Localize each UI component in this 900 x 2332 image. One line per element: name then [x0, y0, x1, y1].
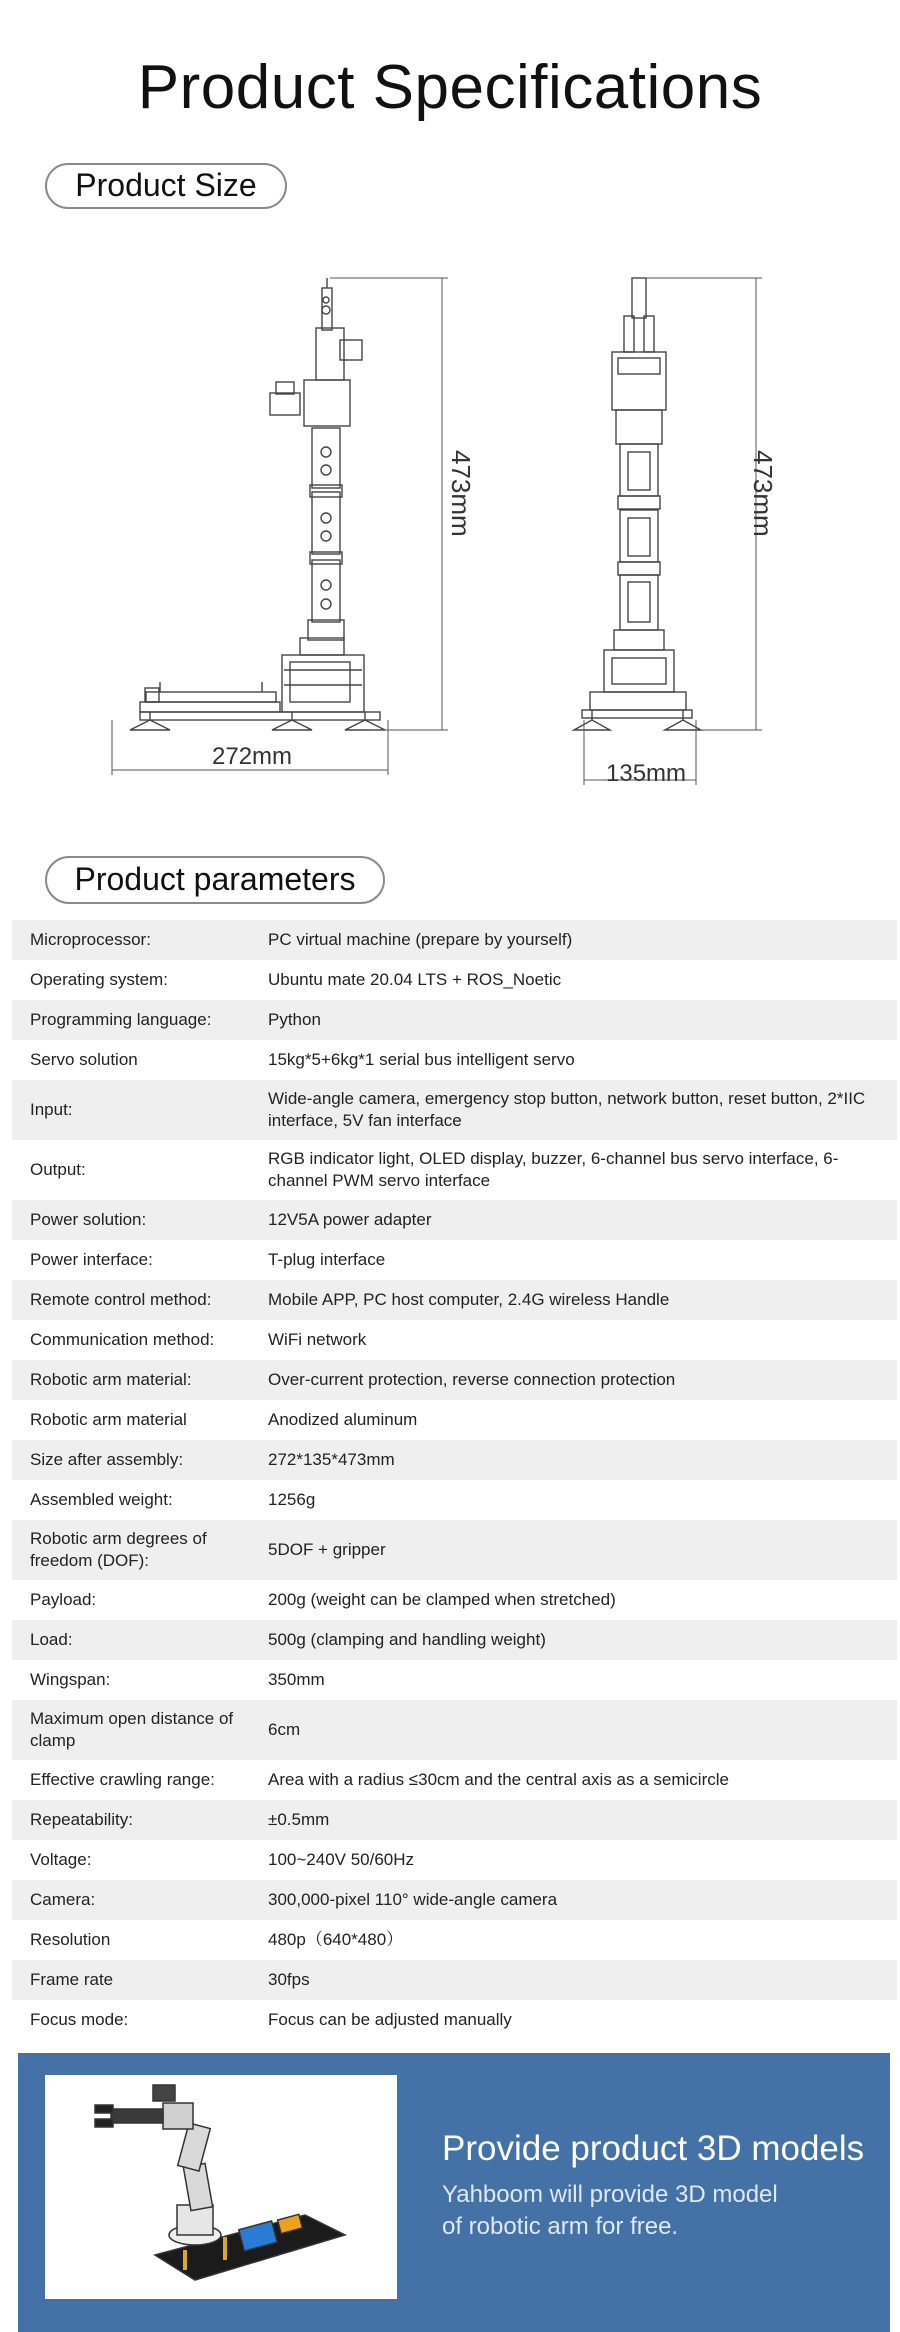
spec-value: Ubuntu mate 20.04 LTS + ROS_Noetic — [268, 970, 562, 989]
spec-value: RGB indicator light, OLED display, buzzer, 6-channel bus servo interface, 6-channel PWM servo interface — [268, 1149, 839, 1190]
spec-row — [12, 1880, 897, 1920]
product-size-heading: Product Size — [45, 163, 287, 209]
product-size-drawing — [0, 230, 900, 810]
spec-label: Communication method: — [30, 1330, 215, 1349]
spec-row — [12, 1840, 897, 1880]
spec-label: Power interface: — [30, 1250, 153, 1269]
spec-value: 300,000-pixel 110° wide-angle camera — [268, 1890, 558, 1909]
spec-row — [12, 1360, 897, 1400]
spec-label: Power solution: — [30, 1210, 147, 1229]
spec-label: Size after assembly: — [30, 1450, 184, 1469]
spec-value: 6cm — [268, 1720, 301, 1739]
spec-value: 5DOF + gripper — [268, 1540, 386, 1559]
robotic-arm-illustration — [45, 2075, 397, 2299]
spec-table — [12, 920, 897, 2040]
spec-label: Effective crawling range: — [30, 1770, 215, 1789]
spec-label: Maximum open distance of clamp — [30, 1709, 234, 1750]
spec-label: Remote control method: — [30, 1290, 212, 1309]
spec-row — [12, 2000, 897, 2040]
spec-label: Robotic arm material — [30, 1410, 187, 1429]
front-view-drawing — [574, 278, 701, 730]
spec-row — [12, 920, 897, 960]
spec-row — [12, 1760, 897, 1800]
spec-label: Load: — [30, 1630, 73, 1649]
spec-row — [12, 1920, 897, 1960]
spec-value: PC virtual machine (prepare by yourself) — [268, 930, 573, 949]
spec-label: Voltage: — [30, 1850, 92, 1869]
spec-label: Wingspan: — [30, 1670, 111, 1689]
spec-value: 12V5A power adapter — [268, 1210, 432, 1229]
spec-label: Assembled weight: — [30, 1490, 173, 1509]
spec-value: 100~240V 50/60Hz — [268, 1850, 415, 1869]
spec-value: Mobile APP, PC host computer, 2.4G wireless Handle — [268, 1290, 670, 1309]
spec-row — [12, 1700, 897, 1760]
spec-row — [12, 1620, 897, 1660]
page-title: Product Specifications — [137, 53, 763, 122]
spec-label: Robotic arm material: — [30, 1370, 192, 1389]
spec-row — [12, 1000, 897, 1040]
spec-label: Repeatability: — [30, 1810, 134, 1829]
spec-row — [12, 1520, 897, 1580]
side-view-width: 272mm — [212, 743, 293, 770]
spec-label: Output: — [30, 1160, 86, 1179]
spec-value: 500g (clamping and handling weight) — [268, 1630, 546, 1649]
spec-label: Resolution — [30, 1930, 111, 1949]
spec-value: 15kg*5+6kg*1 serial bus intelligent servo — [268, 1050, 575, 1069]
spec-label: Servo solution — [30, 1050, 138, 1069]
spec-row — [12, 1660, 897, 1700]
spec-row — [12, 1480, 897, 1520]
spec-value: 1256g — [268, 1490, 316, 1509]
spec-label: Frame rate — [30, 1970, 114, 1989]
spec-label: Camera: — [30, 1890, 96, 1909]
spec-row — [12, 1280, 897, 1320]
spec-value: WiFi network — [268, 1330, 367, 1349]
banner-subtitle: Yahboom will provide 3D model of robotic arm for free. — [442, 2181, 778, 2240]
spec-label: Operating system: — [30, 970, 168, 989]
spec-label: Payload: — [30, 1590, 97, 1609]
side-view-drawing — [130, 278, 385, 730]
spec-value: ±0.5mm — [268, 1810, 330, 1829]
spec-value: Over-current protection, reverse connection protection — [268, 1370, 676, 1389]
spec-row — [12, 1320, 897, 1360]
spec-label: Robotic arm degrees of freedom (DOF): — [30, 1529, 207, 1570]
spec-label: Microprocessor: — [30, 930, 151, 949]
product-parameters-heading: Product parameters — [45, 856, 385, 904]
spec-row — [12, 1240, 897, 1280]
spec-value: Anodized aluminum — [268, 1410, 418, 1429]
front-view-width: 135mm — [606, 760, 687, 787]
spec-value: T-plug interface — [268, 1250, 386, 1269]
spec-row — [12, 1960, 897, 2000]
spec-value: Python — [268, 1010, 321, 1029]
spec-value: 272*135*473mm — [268, 1450, 395, 1469]
spec-label: Focus mode: — [30, 2010, 129, 2029]
spec-row — [12, 1800, 897, 1840]
3d-model-banner — [18, 2053, 890, 2332]
spec-value: 30fps — [268, 1970, 310, 1989]
spec-row — [12, 1040, 897, 1080]
spec-row — [12, 1080, 897, 1140]
spec-value: 350mm — [268, 1670, 325, 1689]
spec-row — [12, 1440, 897, 1480]
front-view-height: 473mm — [748, 450, 778, 537]
spec-label: Input: — [30, 1100, 73, 1119]
banner-title: Provide product 3D models — [442, 2129, 865, 2168]
spec-value: 480p（640*480） — [268, 1930, 404, 1949]
spec-row — [12, 1400, 897, 1440]
spec-row — [12, 960, 897, 1000]
spec-row — [12, 1580, 897, 1620]
robotic-arm-image — [45, 2075, 397, 2299]
side-view-height: 473mm — [446, 450, 476, 537]
spec-value: 200g (weight can be clamped when stretched) — [268, 1590, 616, 1609]
spec-value: Wide-angle camera, emergency stop button, network button, reset button, 2*IIC interface, 5V fan interface — [268, 1089, 866, 1130]
spec-row — [12, 1200, 897, 1240]
spec-row — [12, 1140, 897, 1200]
spec-label: Programming language: — [30, 1010, 212, 1029]
spec-value: Area with a radius ≤30cm and the central axis as a semicircle — [268, 1770, 729, 1789]
spec-value: Focus can be adjusted manually — [268, 2010, 512, 2029]
